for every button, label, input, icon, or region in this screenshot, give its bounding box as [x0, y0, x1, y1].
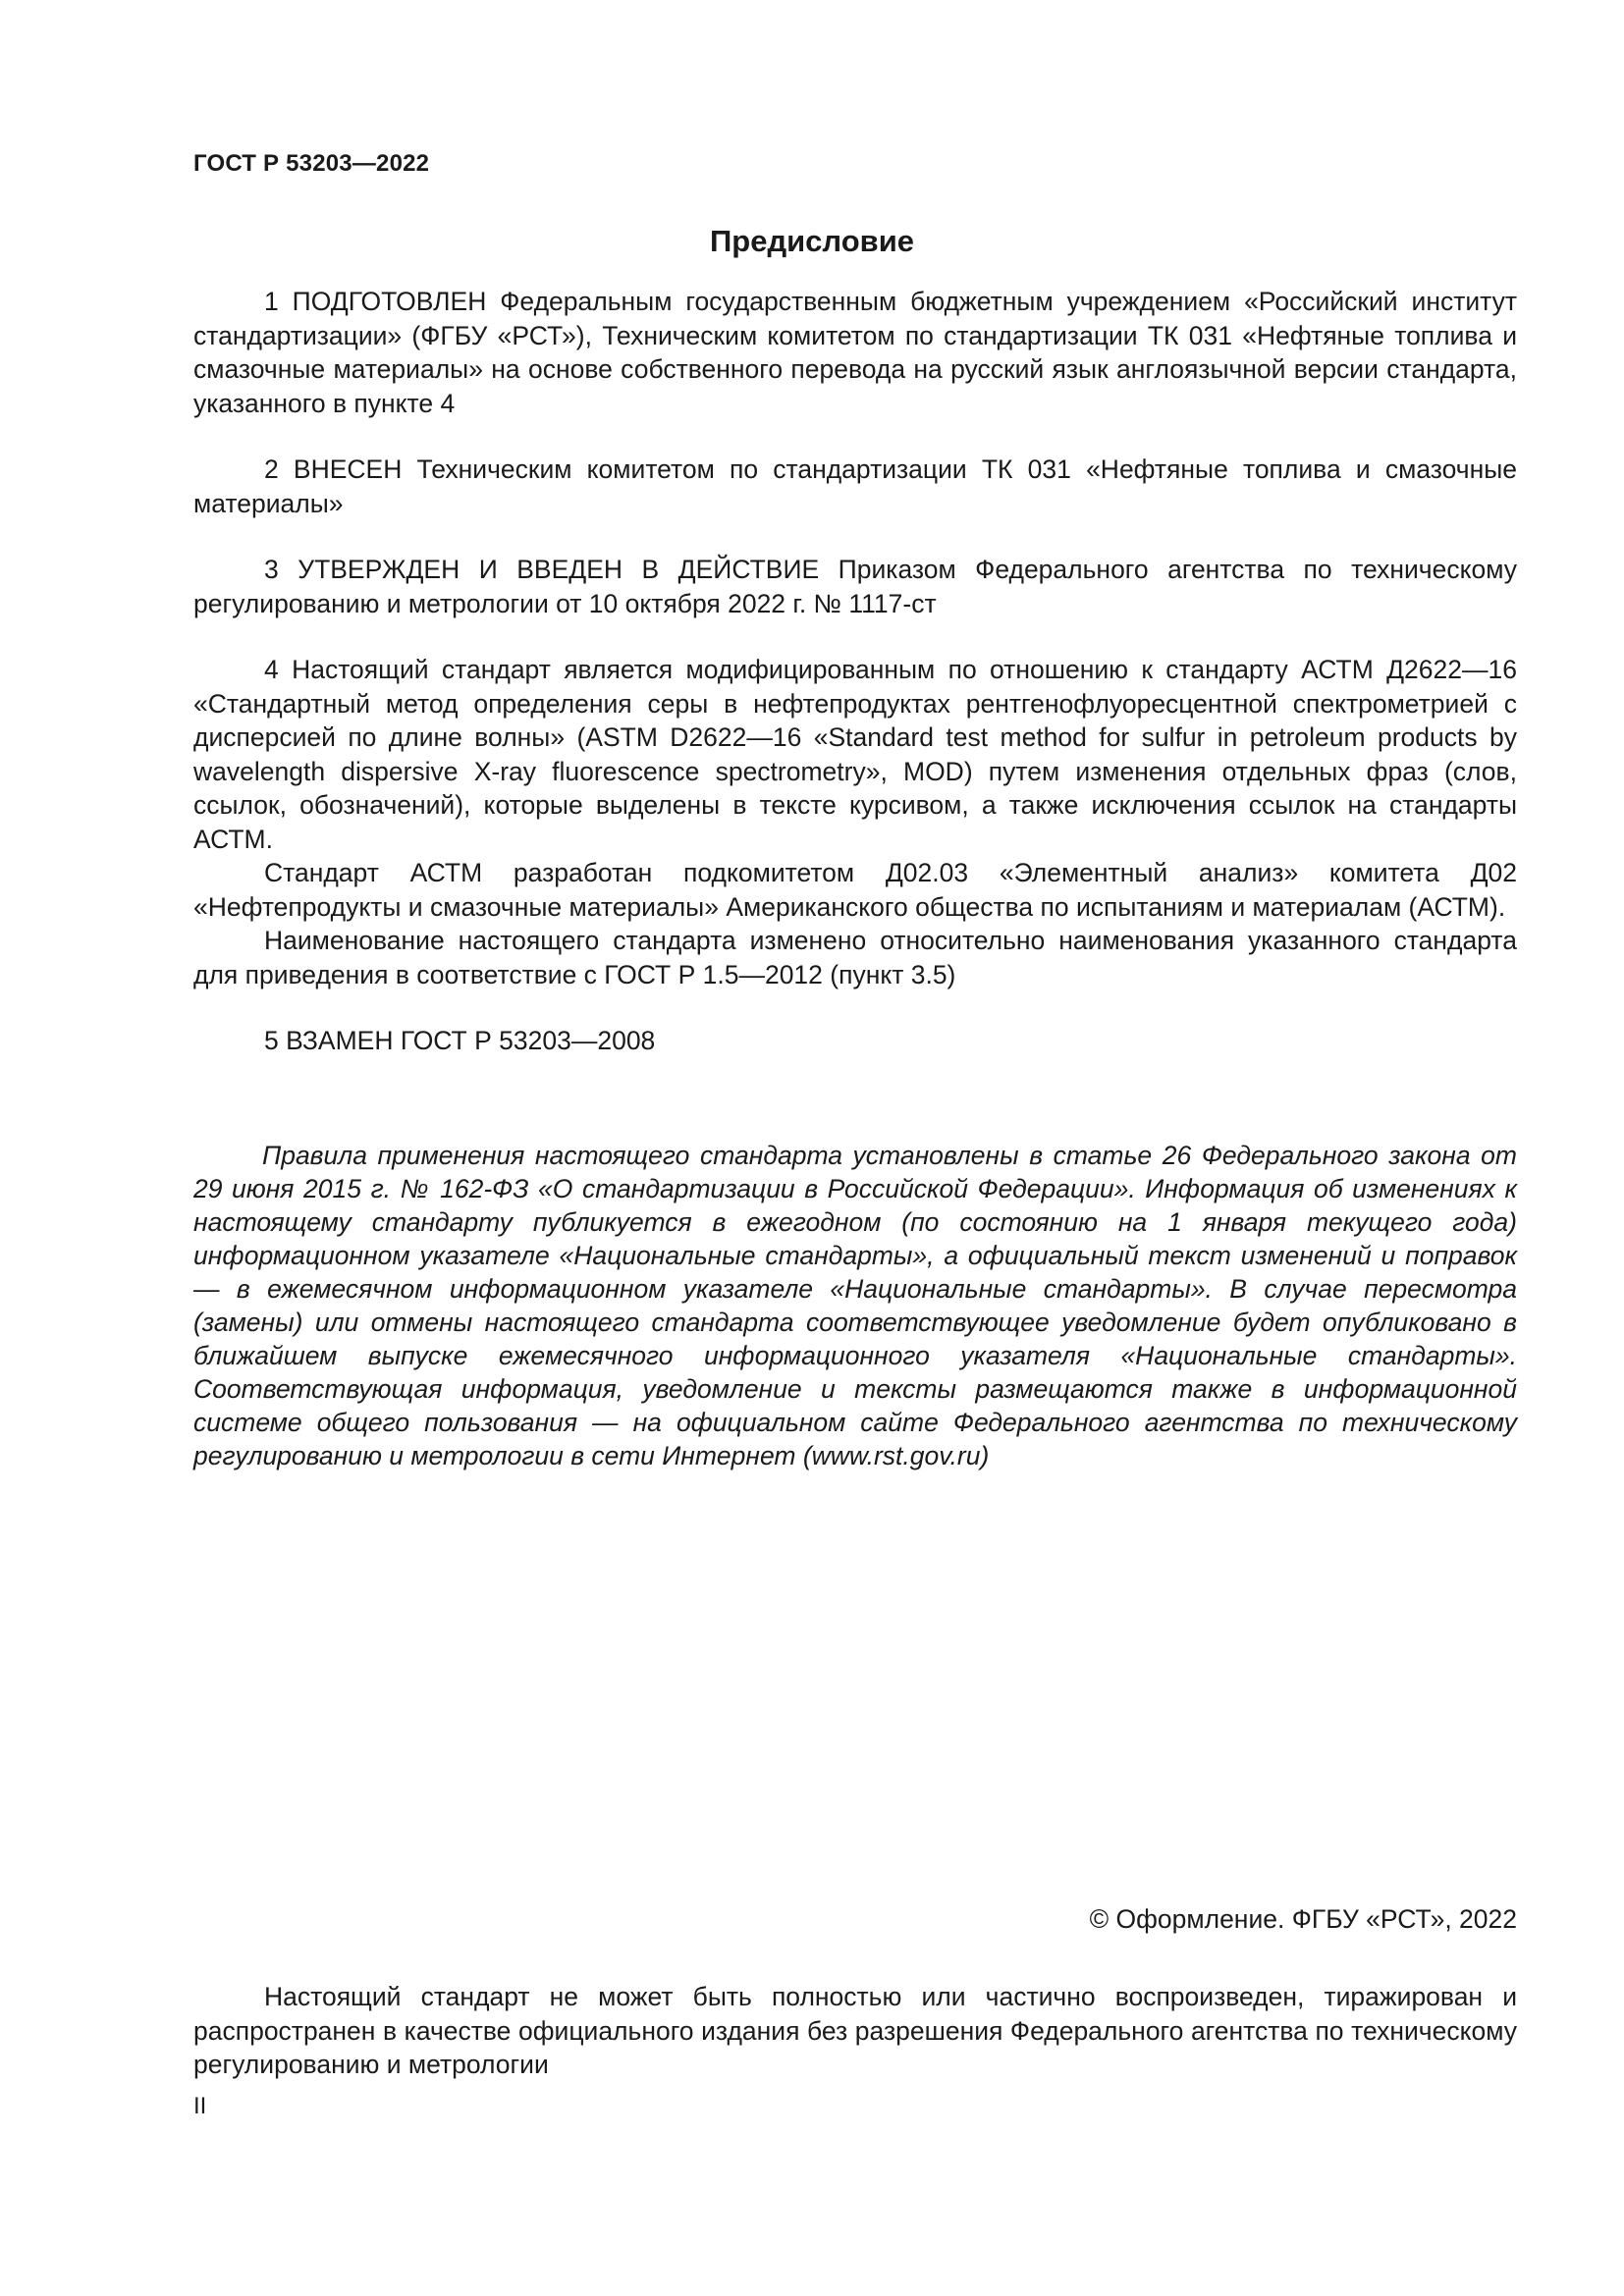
application-rules-notice: Правила применения настоящего стандарта установлены в статье 26 Федерального закона от 29 июня 2015 г. № 162-ФЗ «О стандартизации в Российской Федерации». Информация об изменениях к настоящему стандарту публикуется в ежегодном (по состоянию на 1 января текущего года) информационном указателе «Национальные стандарты», а официальный текст изменений и поправок — в ежемесячном информационном указателе «Национальные стандарты». В случае пересмотра (замены) или отмены настоящего стандарта соответствующее уведомление будет опубликовано в ближайшем выпуске ежемесячного информационного указателя «Национальные стандарты». Соответствующая информация, уведомление и тексты размещаются также в информационной системе общего пользования — на официальном сайте Федерального агентства по техническому регулированию и метрологии в сети Интернет (www.rst.gov.ru)	[193, 1141, 1517, 1470]
page-number: II	[193, 2093, 207, 2119]
paragraph-5: 5 ВЗАМЕН ГОСТ Р 53203—2008	[264, 1026, 656, 1055]
paragraph-4-title-change: Наименование настоящего стандарта изменено относительно наименования указанного стандарта для приведения в соответствие с ГОСТ Р 1.5—2012 (пункт 3.5)	[193, 926, 1517, 989]
paragraph-4-astm: Стандарт АСТМ разработан подкомитетом Д02.03 «Элементный анализ» комитета Д02 «Нефтепродукты и смазочные материалы» Американского общества по испытаниям и материалам (АСТМ).	[193, 858, 1517, 922]
paragraph-2: 2 ВНЕСЕН Техническим комитетом по стандартизации ТК 031 «Нефтяные топлива и смазочные материалы»	[193, 454, 1517, 518]
page-title: Предисловие	[709, 224, 914, 258]
foreword-body	[193, 285, 1517, 1058]
reproduction-notice: Настоящий стандарт не может быть полностью или частично воспроизведен, тиражирован и распространен в качестве официального издания без разрешения Федерального агентства по техническому регулированию и метрологии	[193, 1982, 1517, 2079]
document-header: ГОСТ Р 53203—2022	[193, 150, 430, 177]
paragraph-3: 3 УТВЕРЖДЕН И ВВЕДЕН В ДЕЙСТВИЕ Приказом Федерального агентства по техническому регулированию и метрологии от 10 октября 2022 г. № 1117-ст	[193, 555, 1517, 618]
copyright-line: © Оформление. ФГБУ «РСТ», 2022	[1089, 1904, 1517, 1934]
paragraph-1: 1 ПОДГОТОВЛЕН Федеральным государственным бюджетным учреждением «Российский институт стандартизации» (ФГБУ «РСТ»), Техническим комитетом по стандартизации ТК 031 «Нефтяные топлива и смазочные материалы» на основе собственного перевода на русский язык англоязычной версии стандарта, указанного в пункте 4	[193, 287, 1517, 418]
paragraph-4: 4 Настоящий стандарт является модифицированным по отношению к стандарту АСТМ Д2622—16 «Стандартный метод определения серы в нефтепродуктах рентгенофлуоресцентной спектрометрией с дисперсией по длине волны» (ASTM D2622—16 «Standard test method for sulfur in petroleum products by wavelength dispersive X-ray fluorescence spectrometry», MOD) путем изменения отдельных фраз (слов, ссылок, обозначений), которые выделены в тексте курсивом, а также исключения ссылок на стандарты АСТМ.	[193, 655, 1517, 854]
